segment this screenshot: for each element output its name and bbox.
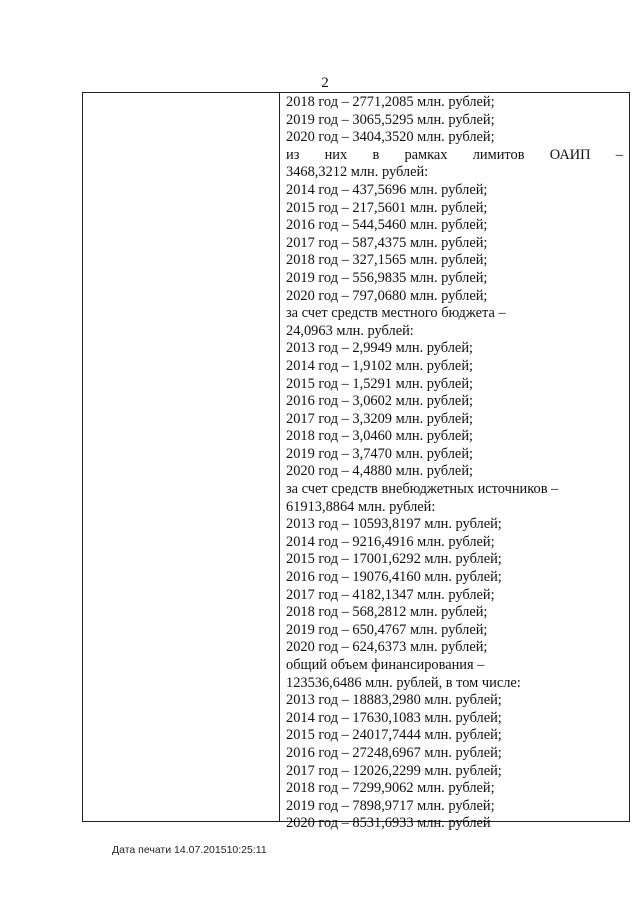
funding-line: 2017 год – 12026,2299 млн. рублей; [286,762,502,779]
funding-table [82,92,630,832]
funding-line: 2019 год – 3,7470 млн. рублей; [286,445,474,462]
funding-line: 2018 год – 3,0460 млн. рублей; [286,428,474,445]
oaip-line-word: из [286,146,300,163]
funding-details-cell [280,93,629,832]
funding-line: 2013 год – 2,9949 млн. рублей; [286,340,474,357]
funding-line: 2020 год – 624,6373 млн. рублей; [286,639,488,656]
funding-line: 2019 год – 7898,9717 млн. рублей; [286,797,495,814]
funding-line: 2020 год – 8531,6933 млн. рублей [286,815,491,832]
funding-line: 2015 год – 1,5291 млн. рублей; [286,375,474,392]
funding-line: 2014 год – 9216,4916 млн. рублей; [286,533,495,550]
funding-line: 2014 год – 437,5696 млн. рублей; [286,181,488,198]
funding-line: 2016 год – 19076,4160 млн. рублей; [286,569,502,586]
funding-line: 2020 год – 3404,3520 млн. рублей; [286,129,495,146]
funding-line: 3468,3212 млн. рублей: [286,164,429,181]
funding-line: 2018 год – 327,1565 млн. рублей; [286,252,488,269]
funding-line: 2017 год – 4182,1347 млн. рублей; [286,586,495,603]
oaip-limits-line [286,147,623,165]
funding-line: 2019 год – 3065,5295 млн. рублей; [286,111,495,128]
funding-line: 123536,6486 млн. рублей, в том числе: [286,674,521,691]
funding-line: 2017 год – 587,4375 млн. рублей; [286,234,488,251]
oaip-line-word: лимитов [472,146,525,163]
funding-line: 2015 год – 24017,7444 млн. рублей; [286,727,502,744]
funding-line: 2018 год – 2771,2085 млн. рублей; [286,94,495,110]
page-number: 2 [321,75,329,91]
funding-line: 2020 год – 797,0680 млн. рублей; [286,287,488,304]
funding-line: 2019 год – 556,9835 млн. рублей; [286,269,488,286]
funding-line: 2015 год – 17001,6292 млн. рублей; [286,551,502,568]
funding-line: 2019 год – 650,4767 млн. рублей; [286,621,488,638]
funding-line: 2017 год – 3,3209 млн. рублей; [286,410,474,427]
print-date: Дата печати 14.07.201510:25:11 [112,844,267,856]
oaip-line-word: в [372,146,380,163]
oaip-line-word: ОАИП [549,146,591,163]
funding-line: 2014 год – 1,9102 млн. рублей; [286,357,474,374]
funding-line: 2013 год – 10593,8197 млн. рублей; [286,516,502,533]
oaip-line-word: них [324,146,348,163]
funding-line: 2015 год – 217,5601 млн. рублей; [286,199,488,216]
funding-line: общий объем финансирования – [286,657,485,673]
funding-line: 2013 год – 18883,2980 млн. рублей; [286,692,502,709]
oaip-line-word: рамках [404,146,448,163]
funding-line: 2018 год – 568,2812 млн. рублей; [286,604,488,621]
funding-line: 2020 год – 4,4880 млн. рублей; [286,463,474,480]
funding-line: за счет средств внебюджетных источников – [286,481,559,498]
funding-line: 2016 год – 3,0602 млн. рублей; [286,393,474,410]
funding-line: за счет средств местного бюджета – [286,305,506,322]
funding-line: 24,0963 млн. рублей: [286,322,414,339]
funding-line: 61913,8864 млн. рублей: [286,498,436,515]
oaip-line-word: – [615,146,623,163]
funding-line: 2016 год – 27248,6967 млн. рублей; [286,744,502,761]
funding-line: 2014 год – 17630,1083 млн. рублей; [286,709,502,726]
funding-line: 2018 год – 7299,9062 млн. рублей; [286,780,495,797]
funding-line: 2016 год – 544,5460 млн. рублей; [286,217,488,234]
